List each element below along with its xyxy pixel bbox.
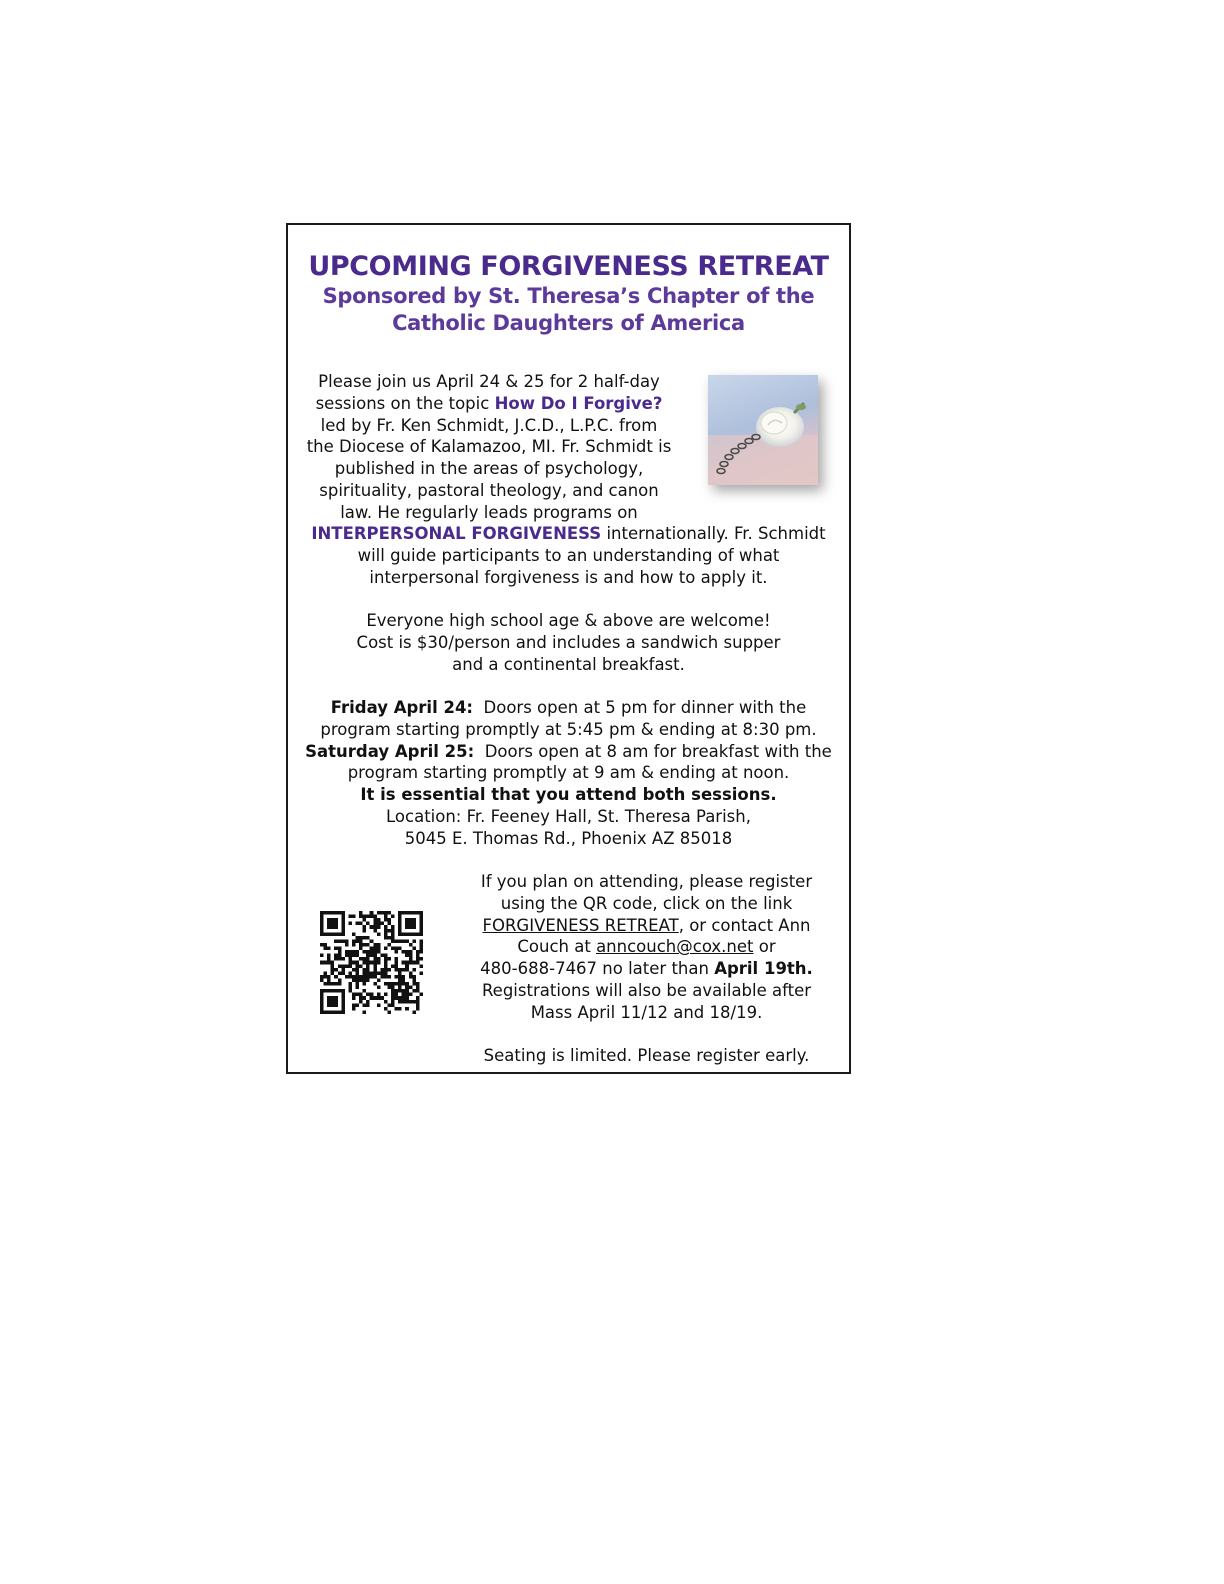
register-line: Mass April 11/12 and 18/19. xyxy=(530,1002,763,1022)
email-link[interactable]: anncouch@cox.net xyxy=(596,937,754,957)
intro-line: the Diocese of Kalamazoo, MI. Fr. Schmidt is xyxy=(306,437,672,457)
highlight-interpersonal-forgiveness: INTERPERSONAL FORGIVENESS xyxy=(311,524,602,543)
register-line: If you plan on attending, please register xyxy=(480,872,813,891)
friday-line-2: program starting promptly at 5:45 pm & ending at 8:30 pm. xyxy=(320,719,817,739)
description-line xyxy=(288,523,849,545)
description-line: will guide participants to an understanding of what xyxy=(357,545,780,565)
flyer-title: UPCOMING FORGIVENESS RETREAT xyxy=(308,251,829,282)
subtitle-line-1: Sponsored by St. Theresa’s Chapter of the xyxy=(322,284,815,308)
register-line xyxy=(464,958,829,980)
intro-line: led by Fr. Ken Schmidt, J.C.D., L.P.C. from xyxy=(320,415,658,435)
address-line: 5045 E. Thomas Rd., Phoenix AZ 85018 xyxy=(404,828,733,848)
registration-info xyxy=(464,871,829,1024)
intro-line: spirituality, pastoral theology, and canon xyxy=(319,480,659,500)
description-text: internationally. Fr. Schmidt xyxy=(601,524,826,543)
saturday-line-2: program starting promptly at 9 am & ending at noon. xyxy=(347,763,790,783)
forgiveness-retreat-link[interactable]: FORGIVENESS RETREAT xyxy=(482,915,679,935)
phone-text: 480-688-7467 no later than xyxy=(480,959,715,979)
saturday-detail: Doors open at 8 am for breakfast with the xyxy=(474,741,832,761)
intro-line: published in the areas of psychology, xyxy=(334,459,644,479)
subtitle-line-2: Catholic Daughters of America xyxy=(392,311,745,335)
location-line: Location: Fr. Feeney Hall, St. Theresa Parish, xyxy=(386,806,751,826)
flyer-subtitle xyxy=(288,283,849,337)
register-line: Registrations will also be available after xyxy=(481,980,812,1000)
intro-line: Please join us April 24 & 25 for 2 half-day xyxy=(318,372,660,391)
description-line: interpersonal forgiveness is and how to apply it. xyxy=(369,567,768,587)
register-text: , or contact Ann xyxy=(678,915,811,935)
eligibility-line: Everyone high school age & above are welcome! xyxy=(366,611,771,630)
essential-notice: It is essential that you attend both sessions. xyxy=(360,785,777,805)
description-continued xyxy=(288,523,849,588)
qr-code[interactable] xyxy=(320,911,423,1014)
register-text: Couch at xyxy=(517,937,597,957)
seating-notice: Seating is limited. Please register early. xyxy=(483,1046,810,1065)
register-line: using the QR code, click on the link xyxy=(500,893,793,913)
intro-text: sessions on the topic xyxy=(315,393,495,413)
schedule xyxy=(288,697,849,850)
saturday-line xyxy=(288,741,849,763)
deadline: April 19th. xyxy=(714,959,813,979)
rose-chain-image xyxy=(708,375,818,485)
intro-line xyxy=(294,393,684,415)
register-text: or xyxy=(753,937,776,957)
cost-line: Cost is $30/person and includes a sandwich supper xyxy=(356,632,781,652)
retreat-flyer xyxy=(286,223,851,1074)
saturday-label: Saturday April 25: xyxy=(305,741,475,761)
intro-paragraph xyxy=(294,371,684,524)
friday-line xyxy=(288,697,849,719)
register-line xyxy=(464,915,829,937)
cost-line: and a continental breakfast. xyxy=(452,654,685,674)
friday-label: Friday April 24: xyxy=(330,698,474,717)
intro-line: law. He regularly leads programs on xyxy=(340,502,638,522)
friday-detail: Doors open at 5 pm for dinner with the xyxy=(473,698,807,717)
eligibility-cost xyxy=(288,610,849,675)
register-line xyxy=(464,936,829,958)
topic-title: How Do I Forgive? xyxy=(494,393,663,413)
